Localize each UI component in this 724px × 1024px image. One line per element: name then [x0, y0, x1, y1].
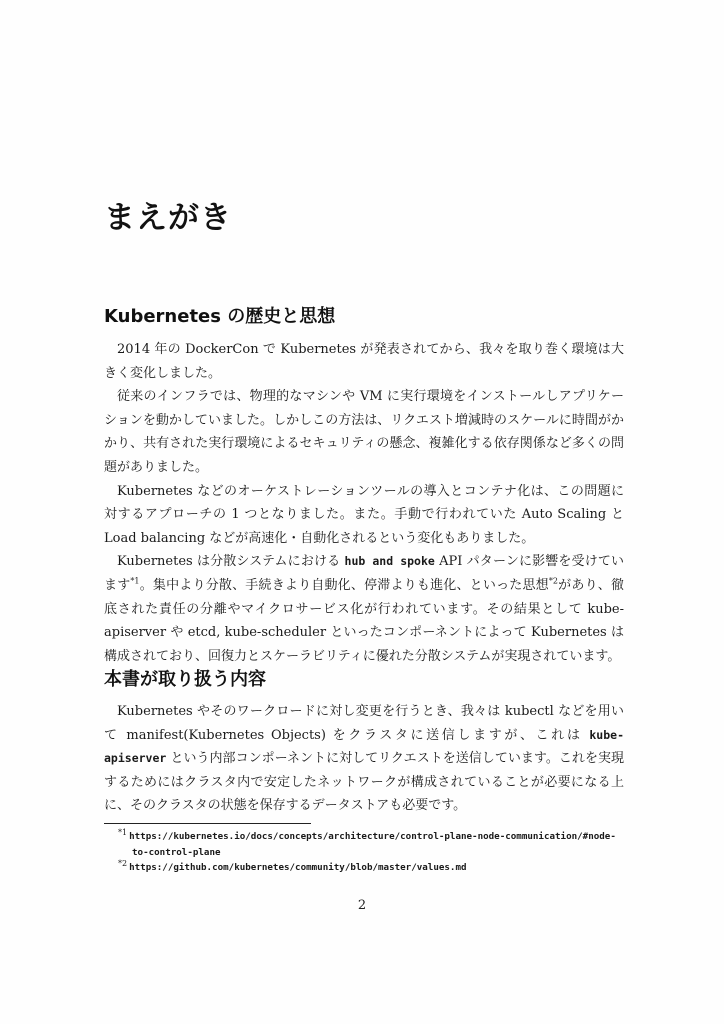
footnote-divider: [104, 823, 311, 824]
text-run: があり、徹底された責任の分離やマイクロサービス化が行われています。その結果として kube-apiserver や etcd, kube-scheduler といったコンポーネントによって Kubernetes は構成されており、回復力とスケーラビリティに優れた分散システムが実現されています。: [104, 577, 624, 664]
section-title-scope: 本書が取り扱う内容: [104, 669, 266, 690]
section-body-scope: [104, 700, 624, 818]
text-run: API パターンに影響を受けています: [104, 554, 624, 593]
chapter-title: まえがき: [104, 200, 232, 236]
section-title-history: Kubernetes の歴史と思想: [104, 306, 336, 327]
paragraph: 従来のインフラでは、物理的なマシンや VM に実行環境をインストールしアプリケーションを動かしていました。しかしこの方法は、リクエスト増減時のスケールに時間がかかり、共有された実行環境によるセキュリティの懸念、複雑化する依存関係など多くの問題がありました。: [104, 389, 624, 475]
page-number: 2: [357, 898, 367, 913]
paragraph: 2014 年の DockerCon で Kubernetes が発表されてから、我々を取り巻く環境は大きく変化しました。: [104, 342, 624, 381]
inline-code: kube-apiserver: [104, 727, 624, 766]
footnote-ref-1[interactable]: *1: [130, 576, 140, 586]
text-run: という内部コンポーネントに対してリクエストを送信しています。これを実現するためにはクラスタ内で安定したネットワークが構成されていることが必要になる上に、そのクラスタの状態を保存するデータストアも必要です。: [104, 751, 624, 814]
text-run: Kubernetes やそのワークロードに対し変更を行うとき、我々は kubectl などを用いて manifest(Kubernetes Objects) をクラスタに送信しますが、これは: [104, 704, 624, 743]
paragraph: [104, 700, 624, 818]
footnote-mark: *2: [118, 858, 128, 868]
inline-code: hub and spoke: [344, 554, 435, 569]
text-run: 。集中より分散、手続きより自動化、停滞よりも進化、といった思想: [139, 577, 549, 593]
footnote-link[interactable]: https://github.com/kubernetes/community/blob/master/values.md: [129, 862, 467, 873]
paragraph: Kubernetes などのオーケストレーションツールの導入とコンテナ化は、この問題に対するアプローチの 1 つとなりました。また。手動で行われていた Auto Scaling と Load balancing などが高速化・自動化されるという変化もありました。: [104, 483, 624, 546]
footnote-mark: *1: [118, 827, 128, 837]
footnote-1: [118, 829, 628, 860]
text-run: Kubernetes は分散システムにおける: [117, 554, 345, 570]
footnote-link[interactable]: https://kubernetes.io/docs/concepts/architecture/control-plane-node-communication/#node-to-control-plane: [129, 831, 616, 858]
footnotes: [118, 829, 628, 876]
section-body-history: [104, 338, 624, 668]
footnote-ref-2[interactable]: *2: [548, 576, 558, 586]
paragraph: [104, 550, 624, 668]
footnote-2: [118, 860, 628, 876]
